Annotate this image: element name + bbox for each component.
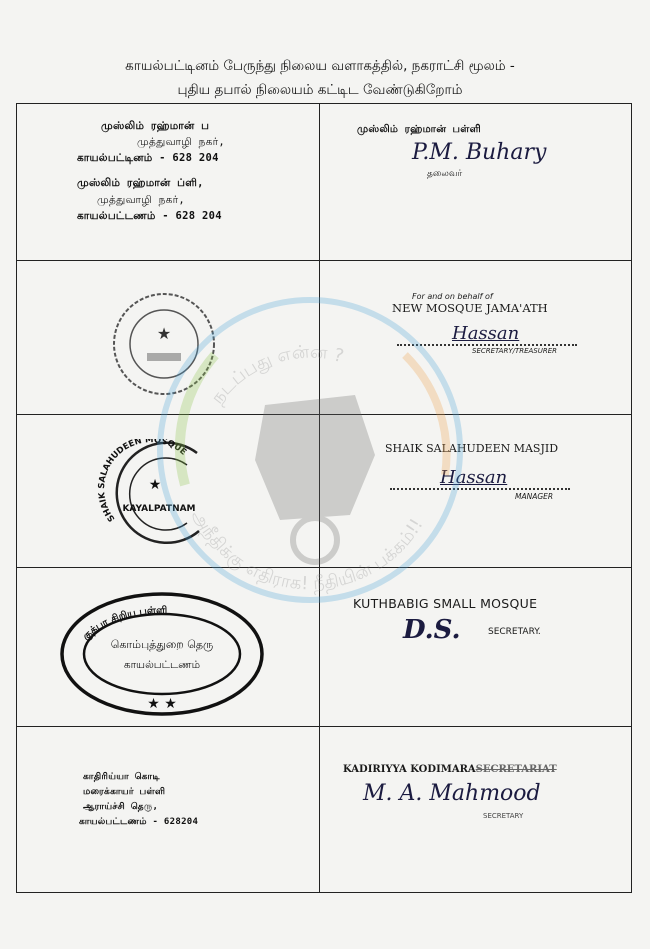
row5-right-signature: KADIRIYYA KODIMARASECRETARIAT M. A. Mahmood SECRETARY	[343, 764, 623, 820]
svg-text:KAYALPATNAM: KAYALPATNAM	[122, 504, 196, 514]
signature: P.M. Buhary	[412, 140, 547, 165]
row-divider	[17, 726, 631, 727]
svg-text:அநீதிக்கு எதிராக! நீதியின் பக்: அநீதிக்கு எதிராக! நீதியின் பக்கம்!!	[187, 506, 428, 595]
svg-text:கொம்புத்துறை தெரு: கொம்புத்துறை தெரு	[110, 638, 214, 651]
row4-right-signature: KUTHBABIG SMALL MOSQUE D.S. SECRETARY.	[353, 596, 613, 637]
signature: D.S.	[403, 615, 461, 645]
svg-text:குத்பா சிறிய பள்ளி: குத்பா சிறிய பள்ளி	[80, 605, 168, 643]
signature: M. A. Mahmood	[363, 781, 541, 806]
signature-table	[16, 103, 632, 893]
row5-left-stamp: காதிரிய்யா கொடி மரைக்காயர் பள்ளி ஆராய்ச்சி தெரு, காயல்பட்டணம் - 628204	[79, 772, 199, 827]
signature: Hassan	[452, 323, 520, 344]
row3-round-stamp	[87, 439, 227, 553]
star-icon: ★	[148, 477, 162, 493]
row2-round-stamp	[109, 289, 219, 403]
row3-right-signature: SHAIK SALAHUDEEN MASJID Hassan MANAGER	[385, 442, 625, 501]
row-divider	[17, 414, 631, 415]
row2-right-signature: For and on behalf of NEW MOSQUE JAMA'ATH Hassan SECRETARY/TREASURER	[392, 292, 622, 355]
star-icon: ★ ★	[147, 696, 177, 712]
row1-left-stamp: முஸ்லிம் ரஹ்மான் ப முத்துவாழி நகர், காயல்பட்டினம் - 628 204 முஸ்லிம் ரஹ்மான் ப்ளி, முத்துவாழி நகர், காயல்பட்டணம் - 628 204	[77, 120, 226, 222]
star-icon: ★	[156, 324, 172, 343]
row-divider	[17, 567, 631, 568]
heading-line-1: காயல்பட்டினம் பேருந்து நிலைய வளாகத்தில், நகராட்சி மூலம் -	[125, 58, 515, 74]
row-divider	[17, 260, 631, 261]
svg-text:SHAIK SALAHUDEEN MOSQUE: SHAIK SALAHUDEEN MOSQUE	[97, 439, 189, 524]
row1-right-signature: முஸ்லிம் ரஹ்மான் பள்ளி P.M. Buhary தலைவர்	[357, 124, 617, 180]
svg-text:காயல்பட்டணம்: காயல்பட்டணம்	[123, 659, 201, 671]
column-divider	[319, 104, 320, 892]
heading-line-2: புதிய தபால் நிலையம் கட்டிட வேண்டுகிறோம்	[177, 82, 463, 98]
svg-text:நடப்பது என்ன ?: நடப்பது என்ன ?	[206, 341, 346, 409]
signature: Hassan	[440, 467, 508, 488]
row4-oval-stamp	[57, 590, 267, 722]
